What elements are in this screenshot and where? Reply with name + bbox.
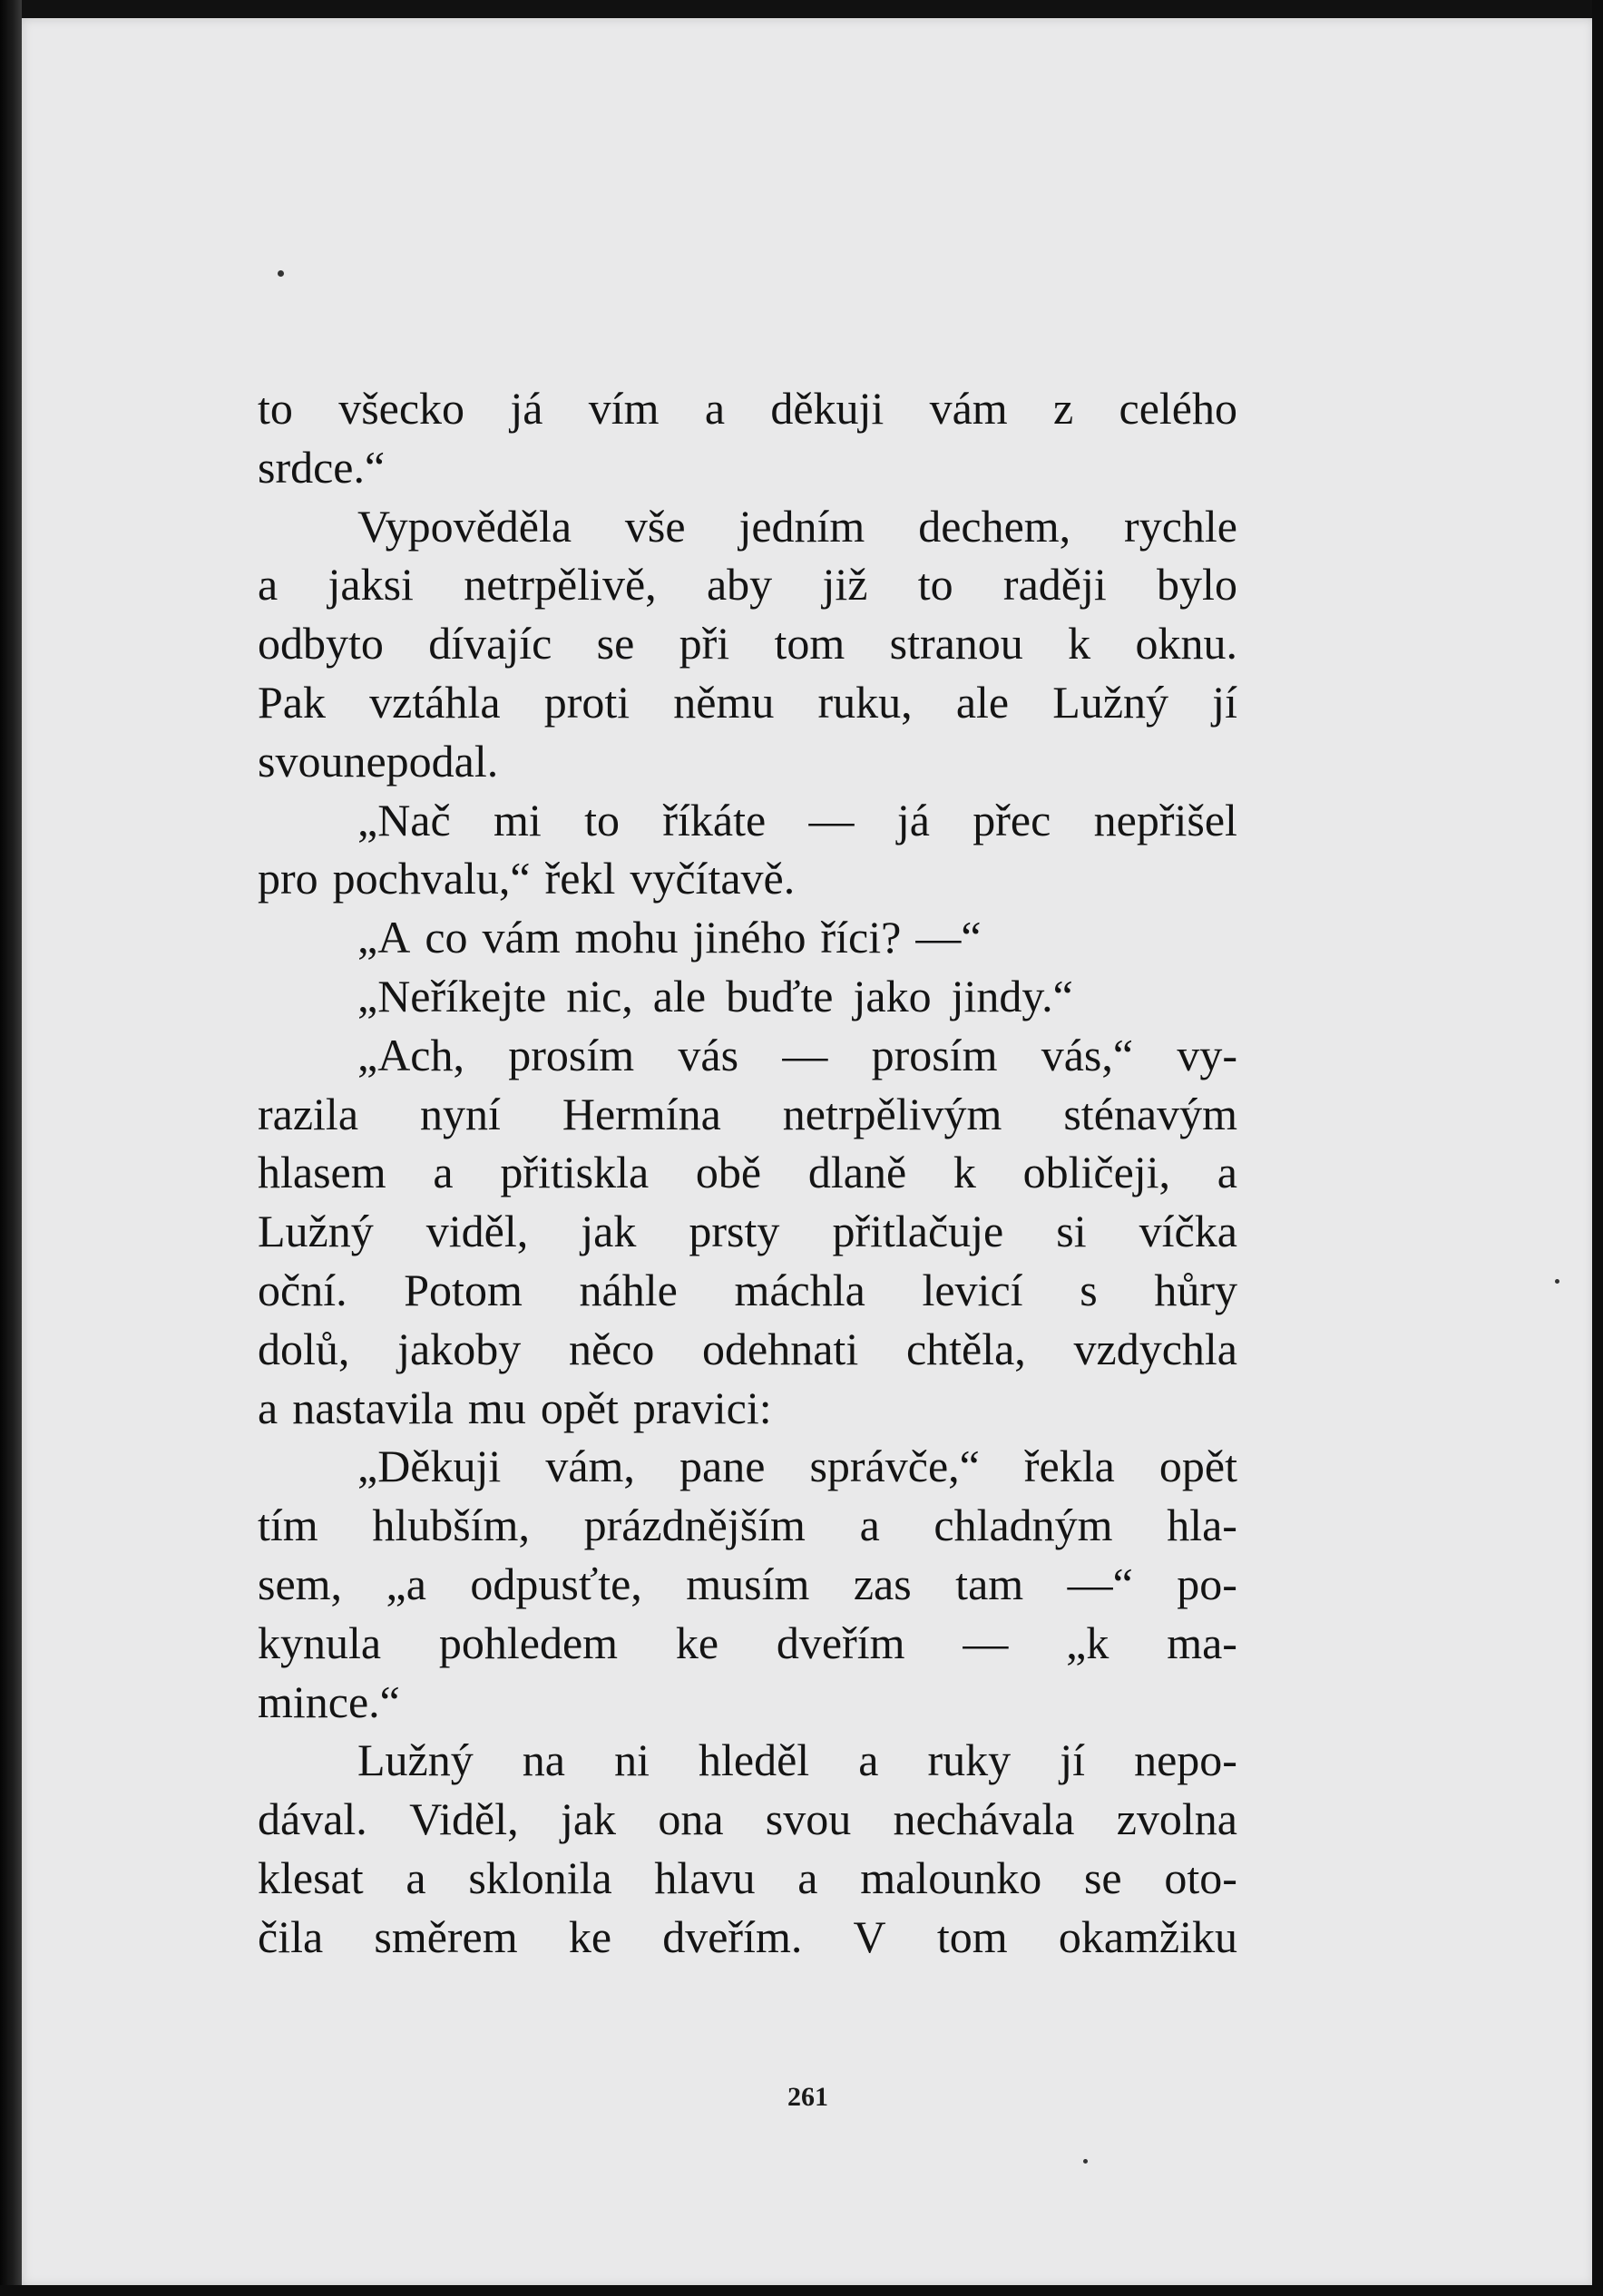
word: stranou: [889, 618, 1023, 669]
word: sténavým: [1063, 1088, 1237, 1139]
word: si: [1056, 1206, 1087, 1257]
word: prosím: [871, 1029, 998, 1080]
word: nepřišel: [1093, 794, 1237, 845]
word: svou: [258, 735, 344, 787]
word: prázdnějším: [583, 1500, 806, 1551]
word: bylo: [1157, 559, 1237, 611]
word: prosím: [508, 1029, 635, 1080]
text-line: [258, 1085, 1237, 1144]
word: —: [808, 794, 855, 845]
word: vyčítavě.: [630, 853, 796, 904]
word: —“: [915, 912, 982, 963]
word: to: [584, 794, 621, 845]
word: víčka: [1139, 1206, 1237, 1257]
word: vám: [482, 912, 561, 963]
word: již: [822, 559, 868, 611]
word: správče,“: [809, 1441, 980, 1492]
word: tom: [936, 1910, 1008, 1962]
word: čila: [258, 1910, 324, 1962]
word: ruky: [927, 1734, 1012, 1786]
word: obličeji,: [1022, 1147, 1171, 1198]
word: Viděl,: [409, 1793, 519, 1845]
word: pro: [258, 853, 318, 904]
text-line: [258, 379, 1237, 438]
word: raději: [1002, 559, 1107, 611]
word: dával.: [258, 1793, 367, 1845]
word: a: [797, 1851, 818, 1903]
word: náhle: [579, 1264, 678, 1315]
word: se: [596, 618, 635, 669]
word: —: [782, 1029, 828, 1080]
word: mu: [467, 1382, 526, 1433]
word: pane: [679, 1441, 766, 1492]
word: dveřím.: [662, 1910, 803, 1962]
word: nepodal.: [343, 735, 499, 787]
word: ke: [568, 1910, 612, 1962]
word: tím: [258, 1500, 318, 1551]
word: pochvalu,“: [332, 853, 531, 904]
word: nic,: [566, 970, 633, 1021]
word: okamžiku: [1058, 1910, 1237, 1962]
word: opět: [540, 1382, 619, 1433]
word: co: [425, 912, 468, 963]
word: „Ach,: [357, 1029, 464, 1080]
word: vy-: [1177, 1029, 1237, 1080]
text-line: [258, 555, 1237, 614]
word: buďte: [726, 970, 834, 1021]
paper-speck: [1555, 1279, 1559, 1284]
word: svou: [765, 1793, 852, 1845]
word: oknu.: [1135, 618, 1237, 669]
word: dlaně: [807, 1147, 907, 1198]
word: a: [406, 1851, 426, 1903]
word: tam: [955, 1558, 1024, 1609]
word: jakoby: [397, 1323, 522, 1374]
text-line: [258, 1320, 1237, 1379]
word: já: [510, 383, 543, 434]
word: všecko: [338, 383, 465, 434]
word: při: [679, 618, 730, 669]
word: netrpělivým: [782, 1088, 1002, 1139]
word: ruku,: [817, 676, 913, 728]
word: přec: [973, 794, 1051, 845]
word: jak: [560, 1793, 617, 1845]
word: —“: [1067, 1558, 1133, 1609]
word: k: [953, 1147, 976, 1198]
body-text: [258, 379, 1237, 1967]
word: jindy.“: [951, 970, 1073, 1021]
word: ke: [675, 1617, 719, 1668]
text-line: [258, 1026, 1237, 1085]
word: hleděl: [699, 1734, 810, 1786]
word: netrpělivě,: [464, 559, 657, 611]
text-line: [258, 791, 1237, 850]
word: Lužný: [258, 1206, 374, 1257]
word: aby: [706, 559, 773, 611]
word: děkuji: [770, 383, 885, 434]
word: „A: [357, 912, 411, 963]
text-line: [258, 673, 1237, 732]
word: sklonila: [468, 1851, 612, 1903]
word: na: [522, 1734, 565, 1786]
text-line: [258, 1379, 1237, 1438]
word: viděl,: [425, 1206, 529, 1257]
word: opět: [1158, 1441, 1237, 1492]
page-edge-shadow: [0, 2285, 1603, 2296]
word: oční.: [258, 1264, 347, 1315]
text-line: [258, 1614, 1237, 1673]
word: z: [1053, 383, 1074, 434]
word: prsty: [689, 1206, 780, 1257]
word: řekl: [544, 853, 616, 904]
word: odbyto: [258, 618, 384, 669]
word: chladným: [933, 1500, 1113, 1551]
word: říkáte: [662, 794, 767, 845]
word: jí: [1060, 1734, 1086, 1786]
text-line: [258, 1849, 1237, 1908]
word: vše: [624, 500, 686, 552]
word: celého: [1119, 383, 1237, 434]
word: něco: [568, 1323, 655, 1374]
word: Lužný: [357, 1734, 474, 1786]
word: „Nač: [357, 794, 451, 845]
word: mince.“: [258, 1676, 400, 1727]
text-line: [258, 1437, 1237, 1496]
word: máchla: [734, 1264, 865, 1315]
word: zvolna: [1116, 1793, 1237, 1845]
word: dívajíc: [428, 618, 552, 669]
word: pravici:: [632, 1382, 772, 1433]
word: a: [704, 383, 726, 434]
word: dveřím: [776, 1617, 905, 1668]
word: proti: [543, 676, 630, 728]
word: vztáhla: [369, 676, 501, 728]
word: to: [258, 383, 293, 434]
word: Pak: [258, 676, 326, 728]
word: hůry: [1154, 1264, 1237, 1315]
word: „a: [386, 1558, 426, 1609]
word: přitlačuje: [832, 1206, 1004, 1257]
text-line: [258, 732, 1237, 791]
word: ale: [955, 676, 1010, 728]
word: ale: [652, 970, 707, 1021]
word: Hermína: [562, 1088, 721, 1139]
word: a: [859, 1500, 880, 1551]
word: vám,: [545, 1441, 635, 1492]
word: musím: [686, 1558, 810, 1609]
word: řekla: [1023, 1441, 1115, 1492]
word: a: [258, 1382, 279, 1433]
text-line: [258, 1261, 1237, 1320]
word: a: [858, 1734, 879, 1786]
word: nastavila: [292, 1382, 454, 1433]
word: levicí: [922, 1264, 1023, 1315]
word: a: [1217, 1147, 1237, 1198]
word: mi: [494, 794, 542, 845]
text-line: [258, 1555, 1237, 1614]
word: mohu: [574, 912, 679, 963]
word: s: [1080, 1264, 1098, 1315]
word: němu: [673, 676, 775, 728]
word: jedním: [738, 500, 865, 552]
text-line: [258, 1908, 1237, 1967]
word: „k: [1066, 1617, 1109, 1668]
book-page: [22, 18, 1594, 2286]
text-line: [258, 1731, 1237, 1790]
word: klesat: [258, 1851, 364, 1903]
word: kynula: [258, 1617, 382, 1668]
text-line: [258, 497, 1237, 556]
word: směrem: [374, 1910, 518, 1962]
word: nyní: [419, 1088, 501, 1139]
word: vás,“: [1041, 1029, 1134, 1080]
word: srdce.“: [258, 441, 386, 493]
word: k: [1068, 618, 1091, 669]
word: Lužný: [1052, 676, 1169, 728]
word: pohledem: [438, 1617, 619, 1668]
word: Vypověděla: [357, 500, 572, 552]
word: odpusťte,: [470, 1558, 642, 1609]
word: jak: [581, 1206, 637, 1257]
word: sem,: [258, 1558, 343, 1609]
word: dechem,: [918, 500, 1071, 552]
word: a: [433, 1147, 454, 1198]
word: po-: [1177, 1558, 1237, 1609]
page-edge-shadow: [1592, 0, 1603, 2296]
word: jako: [853, 970, 932, 1021]
word: vzdychla: [1073, 1323, 1237, 1374]
word: dolů,: [258, 1323, 350, 1374]
word: nechávala: [893, 1793, 1075, 1845]
word: tom: [774, 618, 845, 669]
text-line: [258, 438, 1237, 497]
word: odehnati: [702, 1323, 859, 1374]
word: „Děkuji: [357, 1441, 502, 1492]
paper-speck: [278, 270, 284, 277]
text-line: [258, 1202, 1237, 1261]
word: ma-: [1167, 1617, 1237, 1668]
word: jí: [1212, 676, 1237, 728]
book-spine-shadow: [0, 0, 22, 2296]
word: říci?: [820, 912, 902, 963]
word: já: [896, 794, 930, 845]
word: hlavu: [654, 1851, 756, 1903]
word: oto-: [1164, 1851, 1237, 1903]
word: jaksi: [327, 559, 414, 611]
word: vím: [588, 383, 660, 434]
word: vás: [678, 1029, 739, 1080]
word: ni: [614, 1734, 650, 1786]
word: razila: [258, 1088, 359, 1139]
word: malounko: [860, 1851, 1042, 1903]
word: hlasem: [258, 1147, 386, 1198]
word: hla-: [1167, 1500, 1237, 1551]
word: rychle: [1124, 500, 1237, 552]
word: obě: [695, 1147, 762, 1198]
word: —: [963, 1617, 1009, 1668]
paper-speck: [1083, 2159, 1088, 2164]
text-line: [258, 849, 1237, 908]
word: přitiskla: [500, 1147, 650, 1198]
word: a: [258, 559, 279, 611]
page-number: 261: [787, 2082, 828, 2112]
text-line: [258, 908, 1237, 967]
word: Potom: [404, 1264, 523, 1315]
word: vám: [929, 383, 1008, 434]
text-line: [258, 967, 1237, 1026]
text-line: [258, 614, 1237, 673]
word: hlubším,: [372, 1500, 530, 1551]
word: to: [917, 559, 953, 611]
text-line: [258, 1496, 1237, 1555]
word: zas: [853, 1558, 912, 1609]
word: chtěla,: [905, 1323, 1026, 1374]
word: se: [1083, 1851, 1122, 1903]
word: V: [853, 1910, 886, 1962]
word: nepo-: [1134, 1734, 1237, 1786]
text-line: [258, 1673, 1237, 1732]
text-line: [258, 1143, 1237, 1202]
word: „Neříkejte: [357, 970, 547, 1021]
word: ona: [658, 1793, 724, 1845]
text-line: [258, 1790, 1237, 1849]
word: jiného: [692, 912, 806, 963]
